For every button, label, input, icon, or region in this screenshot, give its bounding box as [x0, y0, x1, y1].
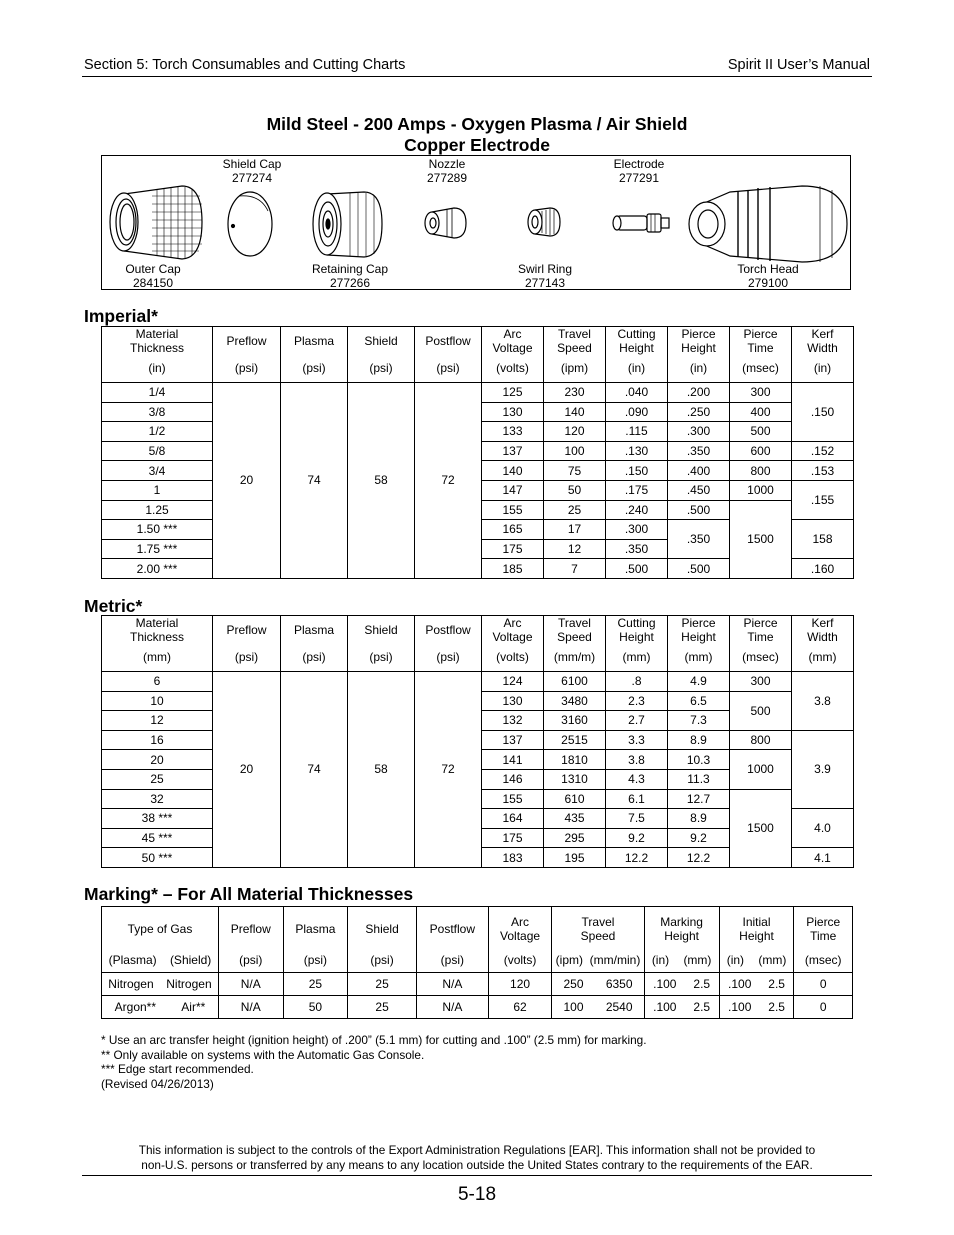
thickness-cell: 10 — [102, 691, 213, 711]
metric-table — [101, 615, 854, 868]
pierce-height-cell: 12.2 — [668, 848, 730, 868]
arc-voltage-cell: 155 — [482, 789, 544, 809]
chart-subtitle: Copper Electrode — [404, 135, 550, 155]
thickness-cell: 50 *** — [102, 848, 213, 868]
travel-speed-cell: 140 — [544, 402, 606, 422]
electrode-label: Electrode 277291 — [613, 157, 665, 185]
column-header: Pierce Height (mm) — [668, 616, 730, 672]
thickness-cell: 5/8 — [102, 441, 213, 461]
thickness-cell: 1.50 *** — [102, 520, 213, 540]
nozzle-label: Nozzle 277289 — [426, 157, 468, 185]
column-header: Plasma (psi) — [283, 907, 348, 973]
travel-speed-cell: 3160 — [544, 711, 606, 731]
column-header: Type of Gas (Plasma) (Shield) — [102, 907, 219, 973]
gas-type-cell: Nitrogen Nitrogen — [102, 973, 219, 996]
column-header: Travel Speed (mm/m) — [544, 616, 606, 672]
imperial-heading: Imperial* — [84, 306, 158, 326]
cutting-height-cell: 2.3 — [606, 691, 668, 711]
arc-voltage-cell: 130 — [482, 402, 544, 422]
table-row — [102, 996, 853, 1019]
column-header: Postflow (psi) — [415, 327, 482, 383]
cutting-height-cell: 6.1 — [606, 789, 668, 809]
thickness-cell: 12 — [102, 711, 213, 731]
cutting-height-cell: .040 — [606, 383, 668, 403]
kerf-width-cell: 158 — [792, 520, 854, 559]
pierce-height-cell: .500 — [668, 559, 730, 579]
arc-voltage-cell: 141 — [482, 750, 544, 770]
column-header: Arc Voltage (volts) — [482, 616, 544, 672]
thickness-cell: 6 — [102, 672, 213, 692]
cutting-height-cell: 7.5 — [606, 809, 668, 829]
pierce-height-cell: .500 — [668, 500, 730, 520]
arc-voltage-cell: 147 — [482, 480, 544, 500]
initial-height-cell: .100 2.5 — [719, 996, 794, 1019]
column-header: Travel Speed (ipm) — [544, 327, 606, 383]
cutting-height-cell: .130 — [606, 441, 668, 461]
torch-head-label: Torch Head 279100 — [737, 262, 799, 290]
cutting-height-cell: .115 — [606, 422, 668, 442]
plasma-cell: 50 — [283, 996, 348, 1019]
swirl-ring-label: Swirl Ring 277143 — [517, 262, 573, 290]
column-header: Initial Height (in) (mm) — [719, 907, 794, 973]
arc-voltage-cell: 137 — [482, 441, 544, 461]
pierce-height-cell: .350 — [668, 520, 730, 559]
cutting-height-cell: 12.2 — [606, 848, 668, 868]
pierce-time-cell: 800 — [730, 461, 792, 481]
column-header: Kerf Width (mm) — [792, 616, 854, 672]
postflow-cell: 72 — [415, 672, 482, 868]
shield-cap-label: Shield Cap 277274 — [222, 157, 282, 185]
kerf-width-cell: 4.1 — [792, 848, 854, 868]
arc-voltage-cell: 183 — [482, 848, 544, 868]
pierce-height-cell: .250 — [668, 402, 730, 422]
arc-voltage-cell: 137 — [482, 730, 544, 750]
postflow-cell: 72 — [415, 383, 482, 579]
kerf-width-cell: 3.9 — [792, 730, 854, 808]
travel-speed-cell: 250 6350 — [552, 973, 644, 996]
kerf-width-cell: .153 — [792, 461, 854, 481]
outer-cap-label: Outer Cap 284150 — [125, 262, 181, 290]
postflow-cell: N/A — [416, 973, 488, 996]
pierce-time-cell: 1000 — [730, 750, 792, 789]
thickness-cell: 1 — [102, 480, 213, 500]
pierce-time-cell: 400 — [730, 402, 792, 422]
pierce-time-cell: 0 — [794, 996, 853, 1019]
pierce-time-cell: 500 — [730, 691, 792, 730]
travel-speed-cell: 12 — [544, 539, 606, 559]
arc-voltage-cell: 146 — [482, 769, 544, 789]
cutting-height-cell: .300 — [606, 520, 668, 540]
footnotes — [101, 1033, 647, 1091]
thickness-cell: 25 — [102, 769, 213, 789]
revision-note: (Revised 04/26/2013) — [101, 1076, 214, 1091]
cutting-height-cell: 2.7 — [606, 711, 668, 731]
column-header: Plasma (psi) — [281, 616, 348, 672]
travel-speed-cell: 295 — [544, 828, 606, 848]
swirl-ring-icon — [528, 208, 560, 236]
cutting-height-cell: .240 — [606, 500, 668, 520]
footnote: *** Edge start recommended. — [101, 1062, 254, 1076]
column-header: Arc Voltage (volts) — [488, 907, 552, 973]
cutting-height-cell: 4.3 — [606, 769, 668, 789]
pierce-height-cell: 8.9 — [668, 809, 730, 829]
nozzle-icon — [425, 208, 466, 238]
pierce-height-cell: 9.2 — [668, 828, 730, 848]
retaining-cap-icon — [313, 192, 382, 257]
preflow-cell: 20 — [213, 672, 281, 868]
travel-speed-cell: 195 — [544, 848, 606, 868]
shield-cap-icon — [228, 192, 272, 256]
footnote: * Use an arc transfer height (ignition height) of .200” (5.1 mm) for cutting and .100” (2.5 mm) for marking. — [101, 1033, 647, 1047]
preflow-cell: N/A — [218, 996, 283, 1019]
consumables-figure — [101, 155, 851, 290]
pierce-height-cell: .350 — [668, 441, 730, 461]
pierce-time-cell: 300 — [730, 672, 792, 692]
manual-title: Spirit II User’s Manual — [727, 57, 870, 73]
travel-speed-cell: 17 — [544, 520, 606, 540]
preflow-cell: N/A — [218, 973, 283, 996]
arc-voltage-cell: 124 — [482, 672, 544, 692]
pierce-height-cell: 8.9 — [668, 730, 730, 750]
cutting-height-cell: .090 — [606, 402, 668, 422]
pierce-height-cell: .300 — [668, 422, 730, 442]
arc-voltage-cell: 155 — [482, 500, 544, 520]
cutting-height-cell: .350 — [606, 539, 668, 559]
travel-speed-cell: 1810 — [544, 750, 606, 770]
postflow-cell: N/A — [416, 996, 488, 1019]
pierce-height-cell: .450 — [668, 480, 730, 500]
travel-speed-cell: 100 — [544, 441, 606, 461]
column-header: Pierce Time (msec) — [794, 907, 853, 973]
plasma-cell: 74 — [281, 383, 348, 579]
travel-speed-cell: 2515 — [544, 730, 606, 750]
pierce-time-cell: 800 — [730, 730, 792, 750]
column-header: Material Thickness (in) — [102, 327, 213, 383]
preflow-cell: 20 — [213, 383, 281, 579]
column-header: Postflow (psi) — [416, 907, 488, 973]
footer-rule — [82, 1175, 872, 1176]
pierce-time-cell: 600 — [730, 441, 792, 461]
column-header: Kerf Width (in) — [792, 327, 854, 383]
electrode-icon — [613, 214, 669, 232]
travel-speed-cell: 3480 — [544, 691, 606, 711]
thickness-cell: 1.25 — [102, 500, 213, 520]
header-rule — [82, 76, 872, 77]
plasma-cell: 74 — [281, 672, 348, 868]
table-row — [102, 672, 854, 692]
marking-table — [101, 906, 853, 1019]
shield-cell: 25 — [348, 996, 417, 1019]
kerf-width-cell: .160 — [792, 559, 854, 579]
cutting-height-cell: .8 — [606, 672, 668, 692]
imperial-table — [101, 326, 854, 579]
column-header: Pierce Height (in) — [668, 327, 730, 383]
travel-speed-cell: 100 2540 — [552, 996, 644, 1019]
shield-cell: 58 — [348, 672, 415, 868]
cutting-height-cell: 3.3 — [606, 730, 668, 750]
column-header: Shield (psi) — [348, 327, 415, 383]
thickness-cell: 32 — [102, 789, 213, 809]
chart-title: Mild Steel - 200 Amps - Oxygen Plasma / Air Shield — [266, 114, 688, 134]
thickness-cell: 2.00 *** — [102, 559, 213, 579]
thickness-cell: 1.75 *** — [102, 539, 213, 559]
arc-voltage-cell: 175 — [482, 828, 544, 848]
table-row — [102, 383, 854, 403]
footnote: ** Only available on systems with the Automatic Gas Console. — [101, 1047, 425, 1062]
thickness-cell: 3/4 — [102, 461, 213, 481]
column-header: Pierce Time (msec) — [730, 616, 792, 672]
travel-speed-cell: 610 — [544, 789, 606, 809]
travel-speed-cell: 120 — [544, 422, 606, 442]
column-header: Pierce Time (msec) — [730, 327, 792, 383]
arc-voltage-cell: 132 — [482, 711, 544, 731]
kerf-width-cell: .155 — [792, 480, 854, 519]
arc-voltage-cell: 175 — [482, 539, 544, 559]
torch-head-icon — [689, 186, 847, 262]
kerf-width-cell: .152 — [792, 441, 854, 461]
marking-height-cell: .100 2.5 — [644, 996, 719, 1019]
travel-speed-cell: 50 — [544, 480, 606, 500]
travel-speed-cell: 1310 — [544, 769, 606, 789]
column-header: Marking Height (in) (mm) — [644, 907, 719, 973]
marking-height-cell: .100 2.5 — [644, 973, 719, 996]
column-header: Shield (psi) — [348, 907, 417, 973]
kerf-width-cell: 3.8 — [792, 672, 854, 731]
thickness-cell: 1/2 — [102, 422, 213, 442]
section-header: Section 5: Torch Consumables and Cutting Charts — [84, 57, 406, 73]
column-header: Preflow (psi) — [213, 327, 281, 383]
column-header: Shield (psi) — [348, 616, 415, 672]
column-header: Plasma (psi) — [281, 327, 348, 383]
marking-heading: Marking* – For All Material Thicknesses — [84, 884, 414, 904]
travel-speed-cell: 6100 — [544, 672, 606, 692]
arc-voltage-cell: 130 — [482, 691, 544, 711]
pierce-time-cell: 0 — [794, 973, 853, 996]
outer-cap-icon — [110, 186, 202, 259]
column-header: Material Thickness (mm) — [102, 616, 213, 672]
arc-voltage-cell: 125 — [482, 383, 544, 403]
arc-voltage-cell: 120 — [488, 973, 552, 996]
page-number: 5-18 — [457, 1184, 497, 1205]
column-header: Preflow (psi) — [213, 616, 281, 672]
ear-notice: This information is subject to the controls of the Export Administration Regulations [EAR]. This information shall not be provided to non-U.S. persons or transferred by any means to any location outside the United States contrary to the requirements of the EAR. — [138, 1143, 816, 1172]
pierce-height-cell: 7.3 — [668, 711, 730, 731]
initial-height-cell: .100 2.5 — [719, 973, 794, 996]
retaining-cap-label: Retaining Cap 277266 — [311, 262, 389, 290]
pierce-height-cell: 6.5 — [668, 691, 730, 711]
travel-speed-cell: 435 — [544, 809, 606, 829]
pierce-time-cell: 1000 — [730, 480, 792, 500]
column-header: Arc Voltage (volts) — [482, 327, 544, 383]
plasma-cell: 25 — [283, 973, 348, 996]
shield-cell: 25 — [348, 973, 417, 996]
pierce-time-cell: 1500 — [730, 500, 792, 578]
cutting-height-cell: 9.2 — [606, 828, 668, 848]
arc-voltage-cell: 133 — [482, 422, 544, 442]
pierce-time-cell: 300 — [730, 383, 792, 403]
column-header: Preflow (psi) — [218, 907, 283, 973]
gas-type-cell: Argon** Air** — [102, 996, 219, 1019]
kerf-width-cell: 4.0 — [792, 809, 854, 848]
metric-heading: Metric* — [84, 596, 143, 616]
arc-voltage-cell: 164 — [482, 809, 544, 829]
thickness-cell: 38 *** — [102, 809, 213, 829]
pierce-height-cell: 10.3 — [668, 750, 730, 770]
pierce-time-cell: 1500 — [730, 789, 792, 867]
travel-speed-cell: 25 — [544, 500, 606, 520]
thickness-cell: 1/4 — [102, 383, 213, 403]
arc-voltage-cell: 185 — [482, 559, 544, 579]
arc-voltage-cell: 62 — [488, 996, 552, 1019]
travel-speed-cell: 75 — [544, 461, 606, 481]
column-header: Cutting Height (mm) — [606, 616, 668, 672]
pierce-time-cell: 500 — [730, 422, 792, 442]
pierce-height-cell: .400 — [668, 461, 730, 481]
pierce-height-cell: 4.9 — [668, 672, 730, 692]
cutting-height-cell: .175 — [606, 480, 668, 500]
cutting-height-cell: 3.8 — [606, 750, 668, 770]
column-header: Travel Speed (ipm) (mm/min) — [552, 907, 644, 973]
cutting-height-cell: .500 — [606, 559, 668, 579]
column-header: Postflow (psi) — [415, 616, 482, 672]
kerf-width-cell: .150 — [792, 383, 854, 442]
arc-voltage-cell: 140 — [482, 461, 544, 481]
thickness-cell: 16 — [102, 730, 213, 750]
table-row — [102, 973, 853, 996]
pierce-height-cell: 12.7 — [668, 789, 730, 809]
column-header: Cutting Height (in) — [606, 327, 668, 383]
cutting-height-cell: .150 — [606, 461, 668, 481]
thickness-cell: 20 — [102, 750, 213, 770]
pierce-height-cell: .200 — [668, 383, 730, 403]
travel-speed-cell: 7 — [544, 559, 606, 579]
shield-cell: 58 — [348, 383, 415, 579]
travel-speed-cell: 230 — [544, 383, 606, 403]
thickness-cell: 3/8 — [102, 402, 213, 422]
arc-voltage-cell: 165 — [482, 520, 544, 540]
thickness-cell: 45 *** — [102, 828, 213, 848]
pierce-height-cell: 11.3 — [668, 769, 730, 789]
consumables-drawing — [102, 156, 852, 291]
